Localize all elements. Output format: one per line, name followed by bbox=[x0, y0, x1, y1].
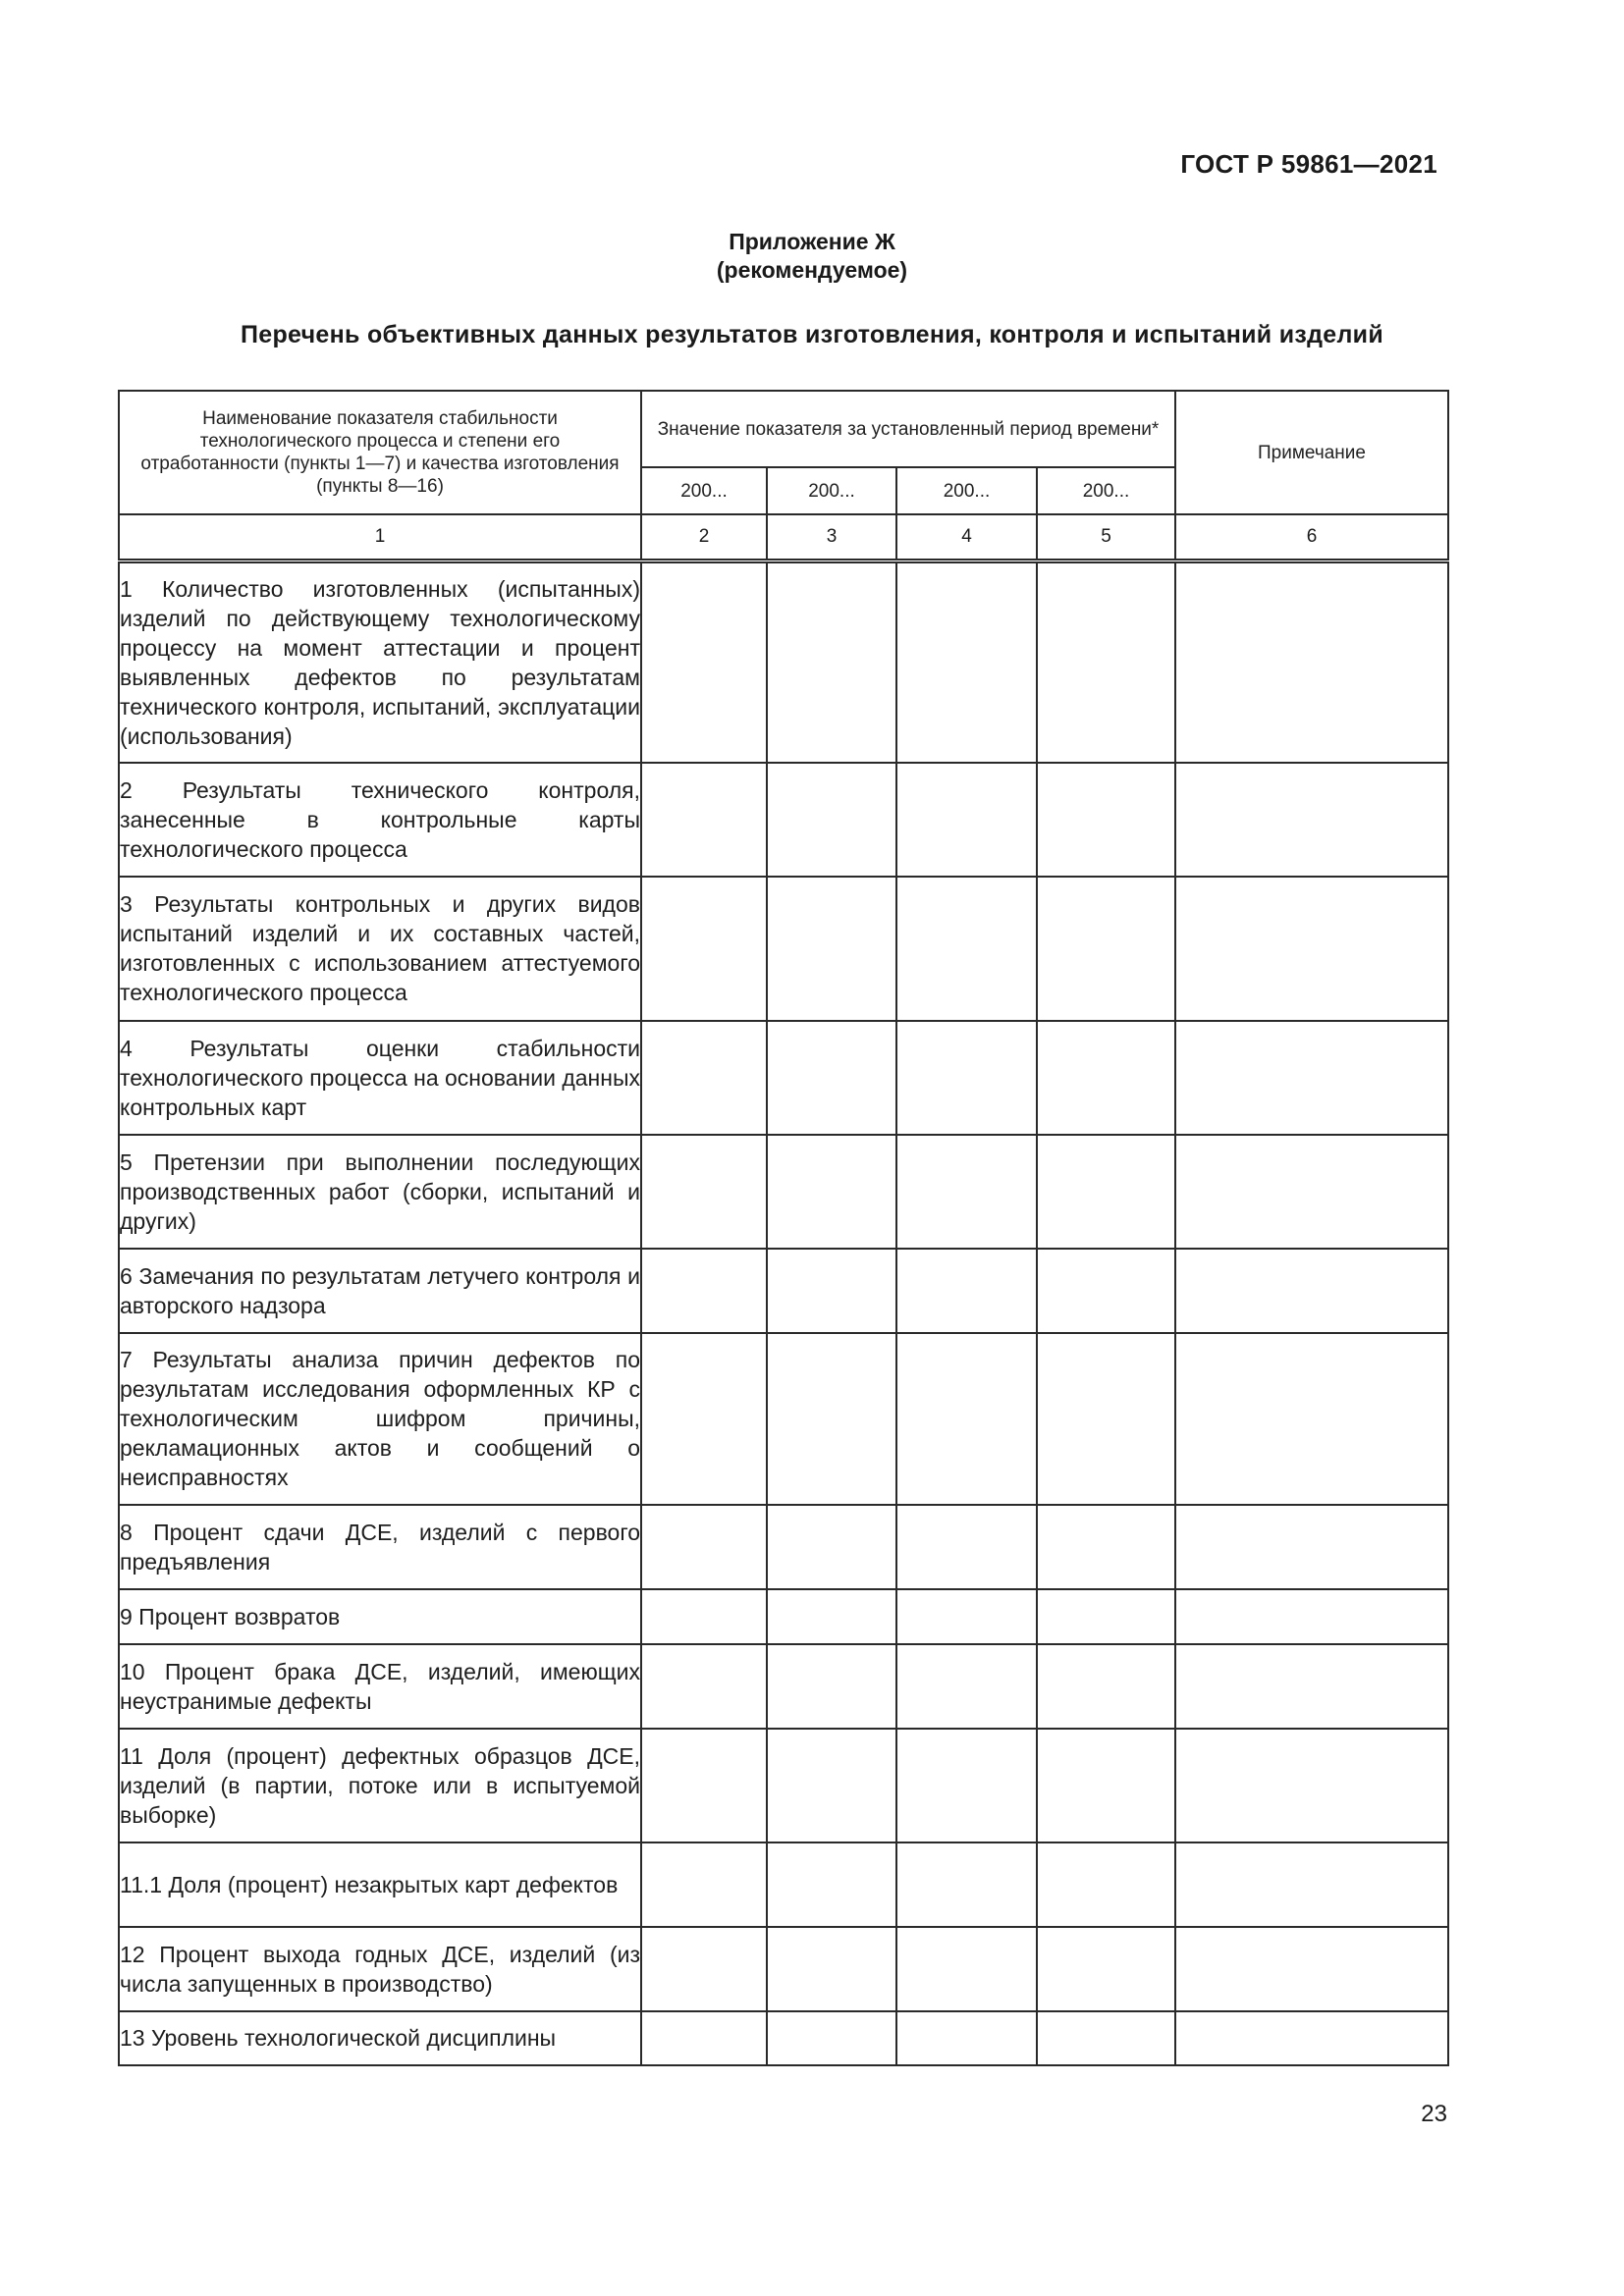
appendix-heading bbox=[0, 228, 1624, 285]
note-cell bbox=[1175, 1021, 1448, 1135]
value-cell bbox=[896, 1505, 1037, 1589]
column-number: 3 bbox=[767, 514, 896, 561]
note-header: Примечание bbox=[1175, 391, 1448, 514]
value-cell bbox=[641, 1021, 767, 1135]
indicator-name: 11 Доля (процент) дефектных образцов ДСЕ, изделий (в партии, потоке или в испытуемой выборке) bbox=[119, 1729, 641, 1842]
value-cell bbox=[1037, 1135, 1175, 1249]
note-cell bbox=[1175, 1333, 1448, 1505]
page-number: 23 bbox=[1421, 2101, 1447, 2127]
table-row bbox=[119, 1333, 1448, 1505]
note-cell bbox=[1175, 1249, 1448, 1333]
column-number: 2 bbox=[641, 514, 767, 561]
value-cell bbox=[896, 1333, 1037, 1505]
value-cell bbox=[641, 1505, 767, 1589]
column-number: 1 bbox=[119, 514, 641, 561]
note-cell bbox=[1175, 1927, 1448, 2011]
value-cell bbox=[767, 1021, 896, 1135]
table-row bbox=[119, 561, 1448, 763]
indicator-name: 13 Уровень технологической дисциплины bbox=[119, 2011, 641, 2065]
note-cell bbox=[1175, 1135, 1448, 1249]
indicator-name: 6 Замечания по результатам летучего контроля и авторского надзора bbox=[119, 1249, 641, 1333]
note-cell bbox=[1175, 1842, 1448, 1927]
note-cell bbox=[1175, 1589, 1448, 1644]
note-cell bbox=[1175, 763, 1448, 877]
value-cell bbox=[767, 2011, 896, 2065]
value-cell bbox=[1037, 1729, 1175, 1842]
table-header-row bbox=[119, 391, 1448, 467]
value-cell bbox=[767, 561, 896, 763]
table-row bbox=[119, 1927, 1448, 2011]
value-cell bbox=[1037, 1644, 1175, 1729]
value-cell bbox=[767, 1644, 896, 1729]
period-header: 200... bbox=[767, 467, 896, 514]
value-cell bbox=[1037, 877, 1175, 1021]
value-cell bbox=[1037, 763, 1175, 877]
indicator-name: 2 Результаты технического контроля, занесенные в контрольные карты технологического процесса bbox=[119, 763, 641, 877]
value-cell bbox=[1037, 561, 1175, 763]
value-cell bbox=[641, 1333, 767, 1505]
table-row bbox=[119, 1644, 1448, 1729]
value-cell bbox=[896, 1021, 1037, 1135]
value-cell bbox=[641, 1249, 767, 1333]
period-header: 200... bbox=[641, 467, 767, 514]
value-cell bbox=[1037, 2011, 1175, 2065]
value-cell bbox=[641, 763, 767, 877]
indicator-name: 10 Процент брака ДСЕ, изделий, имеющих неустранимые дефекты bbox=[119, 1644, 641, 1729]
value-cell bbox=[767, 1333, 896, 1505]
indicator-value-header: Значение показателя за установленный период времени* bbox=[641, 391, 1175, 467]
value-cell bbox=[641, 1644, 767, 1729]
indicator-name: 9 Процент возвратов bbox=[119, 1589, 641, 1644]
table-row bbox=[119, 877, 1448, 1021]
value-cell bbox=[767, 1505, 896, 1589]
value-cell bbox=[767, 877, 896, 1021]
indicator-name: 3 Результаты контрольных и других видов испытаний изделий и их составных частей, изготовленных с использованием аттестуемого технологического процесса bbox=[119, 877, 641, 1021]
table-row bbox=[119, 1249, 1448, 1333]
value-cell bbox=[1037, 1589, 1175, 1644]
value-cell bbox=[1037, 1333, 1175, 1505]
value-cell bbox=[896, 1729, 1037, 1842]
document-title: Перечень объективных данных результатов изготовления, контроля и испытаний изделий bbox=[240, 321, 1384, 348]
value-cell bbox=[896, 561, 1037, 763]
table-row bbox=[119, 1135, 1448, 1249]
value-cell bbox=[767, 1135, 896, 1249]
indicator-name: 12 Процент выхода годных ДСЕ, изделий (из числа запущенных в производство) bbox=[119, 1927, 641, 2011]
indicator-name: 8 Процент сдачи ДСЕ, изделий с первого предъявления bbox=[119, 1505, 641, 1589]
note-cell bbox=[1175, 1729, 1448, 1842]
value-cell bbox=[896, 877, 1037, 1021]
value-cell bbox=[896, 1927, 1037, 2011]
value-cell bbox=[767, 1729, 896, 1842]
note-cell bbox=[1175, 561, 1448, 763]
value-cell bbox=[896, 1249, 1037, 1333]
table-row bbox=[119, 2011, 1448, 2065]
value-cell bbox=[767, 1249, 896, 1333]
table-row bbox=[119, 1505, 1448, 1589]
value-cell bbox=[1037, 1842, 1175, 1927]
appendix-title: Приложение Ж bbox=[729, 229, 895, 254]
column-number-row bbox=[119, 514, 1448, 561]
value-cell bbox=[1037, 1927, 1175, 2011]
value-cell bbox=[641, 1842, 767, 1927]
table-row bbox=[119, 1842, 1448, 1927]
indicator-name: 1 Количество изготовленных (испытанных) изделий по действующему технологическому процессу на момент аттестации и процент выявленных дефектов по результатам технического контроля, испытаний, эксплуатации (использования) bbox=[119, 561, 641, 763]
note-cell bbox=[1175, 877, 1448, 1021]
indicator-name: 7 Результаты анализа причин дефектов по результатам исследования оформленных КР с технологическим шифром причины, рекламационных актов и сообщений о неисправностях bbox=[119, 1333, 641, 1505]
value-cell bbox=[641, 1135, 767, 1249]
document-code: ГОСТ Р 59861—2021 bbox=[1180, 149, 1437, 179]
indicator-name: 5 Претензии при выполнении последующих производственных работ (сборки, испытаний и других) bbox=[119, 1135, 641, 1249]
note-cell bbox=[1175, 1644, 1448, 1729]
value-cell bbox=[641, 877, 767, 1021]
value-cell bbox=[641, 1927, 767, 2011]
appendix-subtitle: (рекомендуемое) bbox=[716, 257, 908, 283]
indicator-name: 4 Результаты оценки стабильности технологического процесса на основании данных контрольных карт bbox=[119, 1021, 641, 1135]
indicator-name: 11.1 Доля (процент) незакрытых карт дефектов bbox=[119, 1842, 641, 1927]
value-cell bbox=[896, 1842, 1037, 1927]
value-cell bbox=[896, 2011, 1037, 2065]
column-number: 6 bbox=[1175, 514, 1448, 561]
table-row bbox=[119, 1589, 1448, 1644]
value-cell bbox=[1037, 1249, 1175, 1333]
value-cell bbox=[767, 1927, 896, 2011]
value-cell bbox=[767, 1589, 896, 1644]
value-cell bbox=[641, 1589, 767, 1644]
value-cell bbox=[641, 1729, 767, 1842]
note-cell bbox=[1175, 2011, 1448, 2065]
period-header: 200... bbox=[1037, 467, 1175, 514]
period-header: 200... bbox=[896, 467, 1037, 514]
value-cell bbox=[641, 561, 767, 763]
value-cell bbox=[896, 763, 1037, 877]
column-number: 4 bbox=[896, 514, 1037, 561]
table-row bbox=[119, 1729, 1448, 1842]
data-table bbox=[118, 390, 1449, 2066]
value-cell bbox=[896, 1135, 1037, 1249]
indicator-name-header: Наименование показателя стабильности технологического процесса и степени его отработанности (пункты 1—7) и качества изготовления (пункты 8—16) bbox=[119, 391, 641, 514]
value-cell bbox=[896, 1644, 1037, 1729]
note-cell bbox=[1175, 1505, 1448, 1589]
value-cell bbox=[1037, 1021, 1175, 1135]
value-cell bbox=[767, 1842, 896, 1927]
value-cell bbox=[1037, 1505, 1175, 1589]
table-row bbox=[119, 763, 1448, 877]
value-cell bbox=[896, 1589, 1037, 1644]
value-cell bbox=[767, 763, 896, 877]
value-cell bbox=[641, 2011, 767, 2065]
column-number: 5 bbox=[1037, 514, 1175, 561]
table-row bbox=[119, 1021, 1448, 1135]
